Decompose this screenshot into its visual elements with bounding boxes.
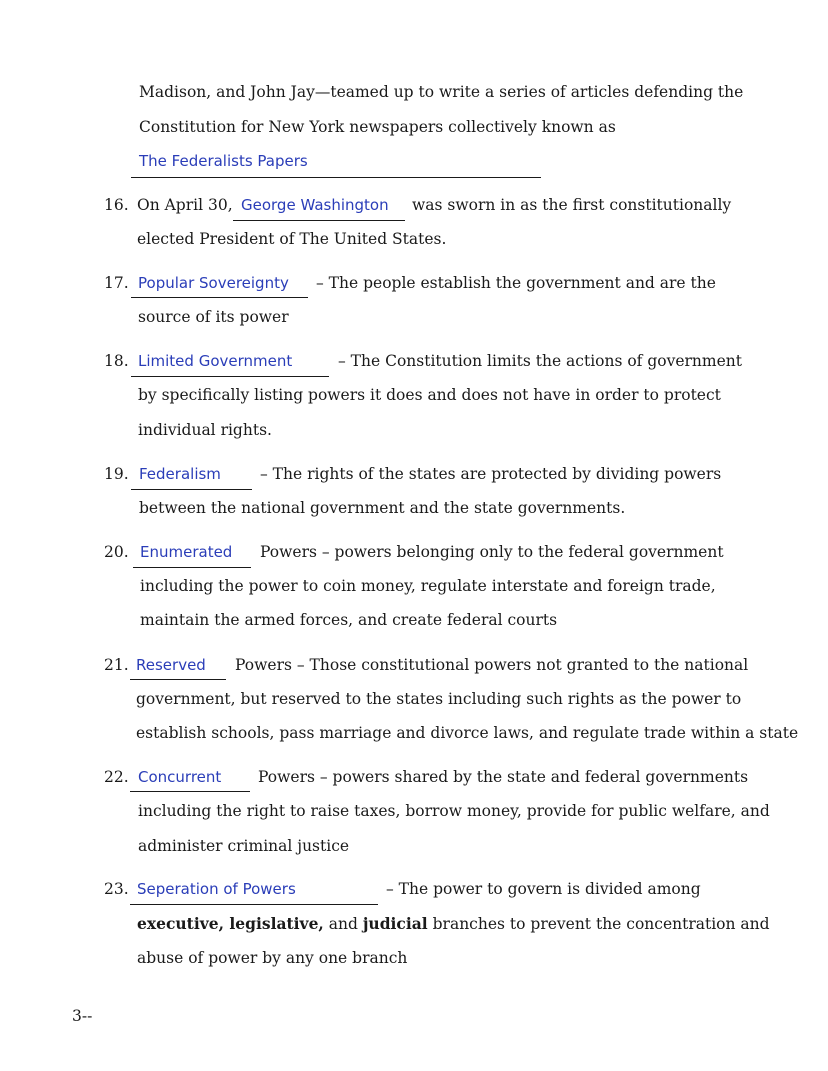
answer-blank-22 — [130, 791, 250, 792]
item-number-18: 18. — [104, 352, 129, 370]
answer-15: The Federalists Papers — [139, 152, 308, 170]
intro-line-2: Constitution for New York newspapers collectively known as — [139, 118, 616, 136]
item-number-16: 16. — [104, 196, 129, 214]
answer-17: Popular Sovereignty — [138, 274, 289, 292]
answer-20: Enumerated — [140, 543, 233, 561]
item-17-continuation-1: source of its power — [138, 308, 289, 326]
continuation-text: branches to prevent the concentration and — [427, 915, 770, 933]
item-number-17: 17. — [104, 274, 129, 292]
item-23-continuation-1 — [137, 914, 770, 934]
item-16-continuation-1: elected President of The United States. — [137, 230, 447, 248]
answer-blank-15 — [131, 177, 541, 178]
item-20-continuation-2: maintain the armed forces, and create federal courts — [140, 611, 558, 629]
answer-23: Seperation of Powers — [137, 880, 296, 898]
answer-16: George Washington — [241, 196, 389, 214]
item-number-19: 19. — [104, 465, 129, 483]
answer-blank-17 — [131, 297, 308, 298]
answer-21: Reserved — [136, 656, 206, 674]
item-number-20: 20. — [104, 543, 129, 561]
item-21-continuation-2: establish schools, pass marriage and divorce laws, and regulate trade within a state — [136, 724, 799, 742]
answer-blank-16 — [233, 220, 405, 221]
intro-line-1: Madison, and John Jay—teamed up to write a series of articles defending the — [139, 83, 744, 101]
item-21-continuation-1: government, but reserved to the states including such rights as the power to — [136, 690, 742, 708]
item-19-text: – The rights of the states are protected by dividing powers — [260, 465, 722, 483]
item-number-23: 23. — [104, 880, 129, 898]
connector-text: and — [323, 915, 363, 933]
answer-22: Concurrent — [138, 768, 222, 786]
item-22-text: Powers – powers shared by the state and federal governments — [258, 768, 749, 786]
item-18-text: – The Constitution limits the actions of government — [338, 352, 742, 370]
item-number-21: 21. — [104, 656, 129, 674]
bold-term-judicial: judicial — [362, 914, 428, 933]
answer-blank-18 — [131, 376, 329, 377]
answer-18: Limited Government — [138, 352, 293, 370]
answer-blank-21 — [130, 679, 226, 680]
item-20-continuation-1: including the power to coin money, regulate interstate and foreign trade, — [140, 577, 716, 595]
item-17-text: – The people establish the government and are the — [316, 274, 716, 292]
item-22-continuation-2: administer criminal justice — [138, 837, 350, 855]
answer-19: Federalism — [139, 465, 221, 483]
bold-term-branches: executive, legislative, — [137, 914, 324, 933]
item-16-text: was sworn in as the first constitutionally — [412, 196, 732, 214]
item-22-continuation-1: including the right to raise taxes, borrow money, provide for public welfare, and — [138, 802, 770, 820]
item-20-text: Powers – powers belonging only to the federal government — [260, 543, 724, 561]
item-21-text: Powers – Those constitutional powers not granted to the national — [235, 656, 749, 674]
answer-blank-23 — [130, 904, 378, 905]
item-19-continuation-1: between the national government and the state governments. — [139, 499, 626, 517]
item-23-continuation-2: abuse of power by any one branch — [137, 949, 408, 967]
item-number-22: 22. — [104, 768, 129, 786]
answer-blank-20 — [133, 567, 251, 568]
page-number: 3-- — [72, 1007, 93, 1025]
item-18-continuation-1: by specifically listing powers it does and does not have in order to protect — [138, 386, 721, 404]
item-23-text: – The power to govern is divided among — [386, 880, 701, 898]
item-18-continuation-2: individual rights. — [138, 421, 272, 439]
answer-blank-19 — [131, 489, 252, 490]
item-16-lead: On April 30, — [137, 196, 233, 214]
